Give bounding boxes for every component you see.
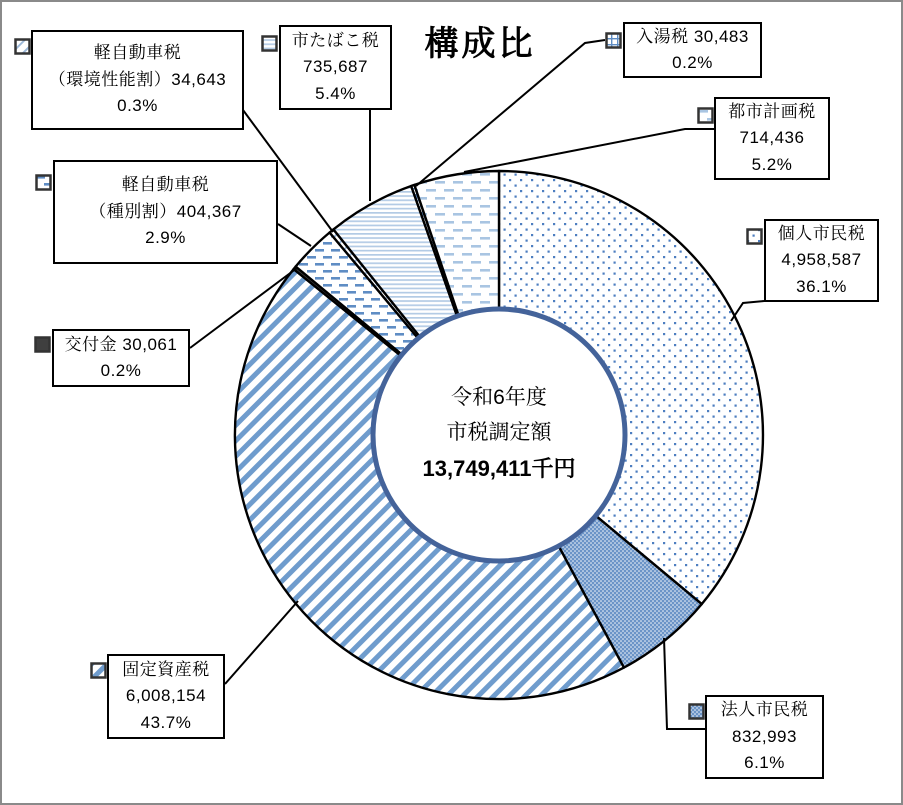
label-line: （環境性能割）34,643 [48, 69, 227, 89]
label-box-kofukin [52, 329, 190, 387]
label-line: 軽自動車税 [93, 43, 182, 63]
donut-center-label [374, 380, 624, 487]
label-line: 4,958,587 [781, 250, 862, 270]
legend-swatch-shi-tabakozei-icon [261, 35, 278, 52]
label-line: 法人市民税 [720, 700, 809, 720]
legend-swatch-toshi-keikakuzei-icon [697, 107, 714, 124]
center-label-caption: 市税調定額 [446, 421, 552, 444]
center-label-year: 令和6年度 [451, 386, 547, 409]
label-line: 固定資産税 [122, 659, 210, 679]
label-line: 6.1% [744, 753, 785, 773]
label-line: 交付金 30,061 [64, 334, 178, 354]
label-box-nyutozei [623, 22, 762, 78]
label-box-shi-tabakozei [279, 25, 392, 110]
label-line: 2.9% [145, 228, 186, 248]
center-label-total: 13,749,411千円 [422, 456, 576, 481]
leader-line-kei-jidoshazei-shubetsu [278, 224, 311, 246]
legend-swatch-nyutozei-icon [605, 32, 622, 49]
label-box-hojin-shiminzei [705, 695, 824, 779]
leader-line-toshi-keikakuzei [464, 129, 714, 172]
label-line: 0.2% [672, 53, 713, 72]
label-line: 832,993 [732, 726, 797, 746]
label-line: 6,008,154 [125, 686, 207, 706]
label-box-kojin-shiminzei [764, 219, 879, 302]
legend-swatch-kojin-shiminzei-icon [746, 228, 763, 245]
label-line: 入湯税 30,483 [636, 26, 749, 46]
label-line: （種別割）404,367 [89, 201, 242, 221]
label-line: 0.3% [117, 96, 158, 116]
legend-swatch-hojin-shiminzei-icon [688, 703, 705, 720]
label-line: 市たばこ税 [291, 30, 380, 50]
label-line: 5.2% [751, 154, 793, 174]
legend-swatch-kofukin-icon [34, 336, 51, 353]
label-box-kei-jidoshazei-shubetsu [53, 160, 278, 264]
legend-swatch-kei-jidoshazei-kankyo-icon [14, 38, 31, 55]
label-box-kei-jidoshazei-kankyo [31, 30, 244, 130]
label-line: 36.1% [796, 276, 847, 296]
legend-swatch-kei-jidoshazei-shubetsu-icon [35, 174, 52, 191]
leader-line-kotei-shisanzei [225, 601, 298, 684]
label-line: 0.2% [100, 361, 142, 380]
legend-swatch-kotei-shisanzei-icon [90, 662, 107, 679]
label-box-toshi-keikakuzei [714, 97, 830, 180]
label-line: 714,436 [739, 128, 805, 148]
label-line: 軽自動車税 [121, 175, 210, 195]
label-line: 735,687 [303, 57, 368, 77]
label-line: 43.7% [140, 712, 192, 732]
chart-title: 構成比 [424, 25, 536, 63]
label-line: 個人市民税 [777, 223, 866, 243]
label-box-kotei-shisanzei [107, 654, 225, 739]
label-line: 5.4% [315, 83, 356, 103]
label-line: 都市計画税 [728, 101, 816, 121]
